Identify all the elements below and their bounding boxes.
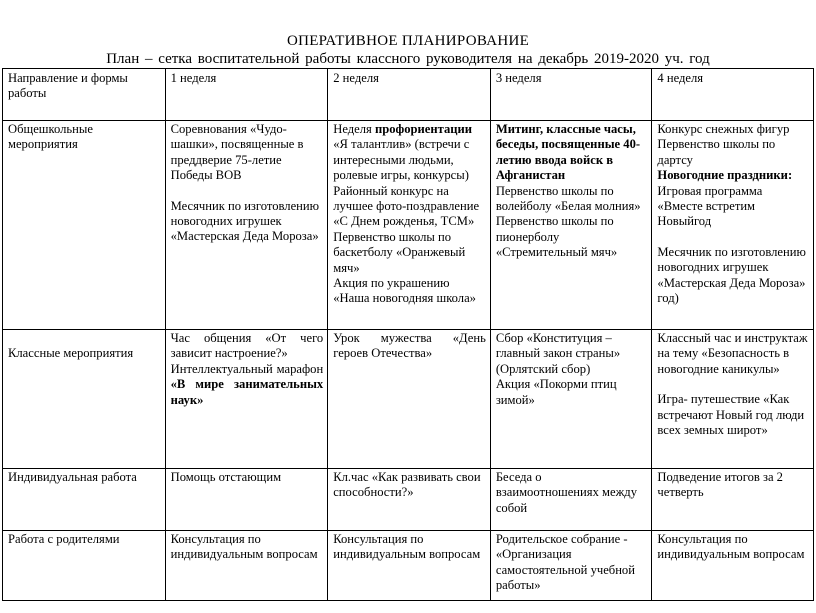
table-row <box>3 531 814 601</box>
cell-individual-week-4: Подведение итогов за 2 четверть <box>652 469 814 531</box>
cell-class-week-1: Час общения «От чего зависит настроение?» Интеллектуальный марафон «В мире занимательных наук» <box>165 330 328 469</box>
row-direction-individual: Индивидуальная работа <box>3 469 166 531</box>
cell-school-week-4: Конкурс снежных фигур Первенство школы по дартсу Новогодние праздники: Игровая программа «Вместе встретим Новыйгод Месячник по изготовлению новогодних игрушек «Мастерская Деда Мороза» год) <box>652 121 814 330</box>
cell-individual-week-1: Помощь отстающим <box>165 469 328 531</box>
page-subtitle: План – сетка воспитательной работы классного руководителя на декабрь 2019-2020 уч. год <box>106 51 710 67</box>
cell-school-week-1: Соревнования «Чудо-шашки», посвященные в преддверие 75-летие Победы ВОВ Месячник по изготовлению новогодних игрушек «Мастерская Деда Мороза» <box>165 121 328 330</box>
cell-individual-week-3: Беседа о взаимоотношениях между собой <box>490 469 652 531</box>
cell-parents-week-2: Консультация по индивидуальным вопросам <box>328 531 491 601</box>
cell-class-week-4: Классный час и инструктаж на тему «Безопасность в новогодние каникулы» Игра- путешествие «Как встречают Новый год люди всех земных широт» <box>652 330 814 469</box>
table-row <box>3 469 814 531</box>
cell-parents-week-1: Консультация по индивидуальным вопросам <box>165 531 328 601</box>
header-direction: Направление и формы работы <box>3 69 166 121</box>
cell-parents-week-3: Родительское собрание - «Организация самостоятельной учебной работы» <box>490 531 652 601</box>
cell-school-week-3: Митинг, классные часы, беседы, посвященные 40-летию ввода войск в Афганистан Первенство школы по волейболу «Белая молния» Первенство школы по пионерболу «Стремительный мяч» <box>490 121 652 330</box>
header-week-1: 1 неделя <box>165 69 328 121</box>
row-direction-parents: Работа с родителями <box>3 531 166 601</box>
row-direction-school: Общешкольные мероприятия <box>3 121 166 330</box>
cell-class-week-2: Урок мужества «День героев Отечества» <box>328 330 491 469</box>
table-row <box>3 121 814 330</box>
page-title: ОПЕРАТИВНОЕ ПЛАНИРОВАНИЕ <box>286 33 530 49</box>
row-direction-class: Классные мероприятия <box>3 330 166 469</box>
table-row <box>3 330 814 469</box>
header-week-2: 2 неделя <box>328 69 491 121</box>
plan-table <box>2 68 814 601</box>
cell-individual-week-2: Кл.час «Как развивать свои способности?» <box>328 469 491 531</box>
cell-parents-week-4: Консультация по индивидуальным вопросам <box>652 531 814 601</box>
cell-class-week-3: Сбор «Конституция – главный закон страны» (Орлятский сбор) Акция «Покорми птиц зимой» <box>490 330 652 469</box>
table-header-row <box>3 69 814 121</box>
header-week-4: 4 неделя <box>652 69 814 121</box>
header-week-3: 3 неделя <box>490 69 652 121</box>
cell-school-week-2: Неделя профориентации «Я талантлив» (встречи с интересными людьми, ролевые игры, конкурсы) Районный конкурс на лучшее фото-поздравление «С Днем рожденья, ТСМ» Первенство школы по баскетболу «Оранжевый мяч» Акция по украшению «Наша новогодняя школа» <box>328 121 491 330</box>
